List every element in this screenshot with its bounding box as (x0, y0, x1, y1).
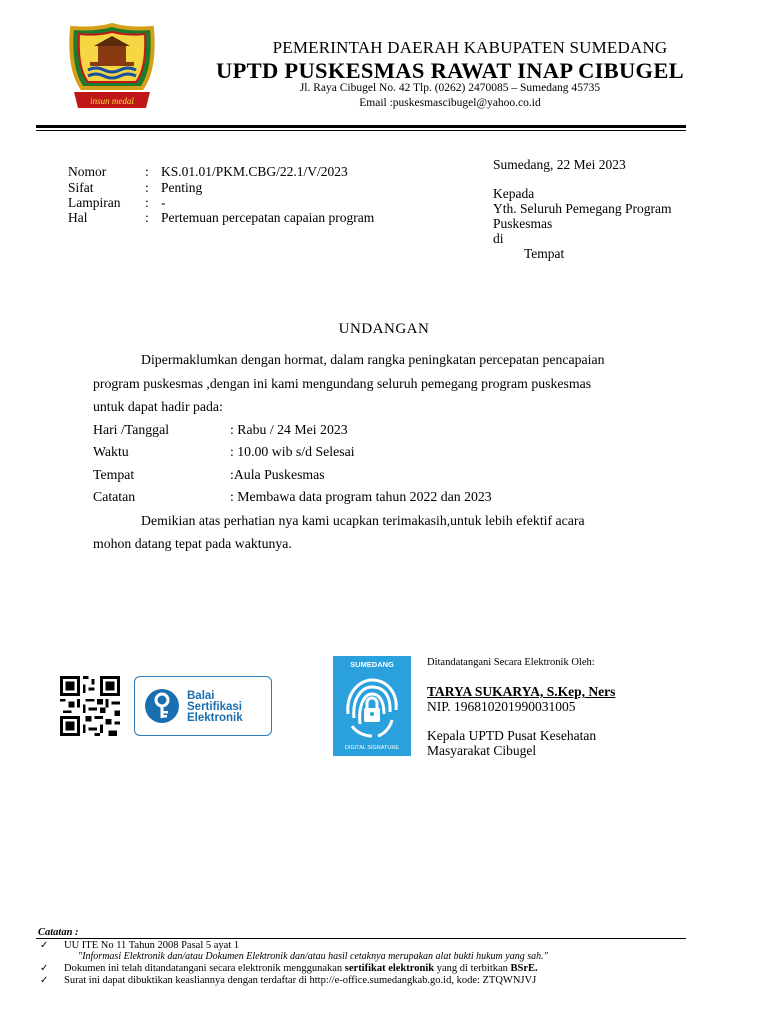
lampiran-label: Lampiran (68, 195, 121, 210)
recipient-di: di (493, 231, 504, 246)
header-institution: UPTD PUSKESMAS RAWAT INAP CIBUGEL (216, 58, 684, 83)
nomor-label: Nomor (68, 164, 107, 179)
footer-note: Dokumen ini telah ditandatangani secara elektronik menggunakan sertifikat elektronik yang di terbitkan BSrE. (64, 963, 538, 974)
closing-line: Demikian atas perhatian nya kami ucapkan terimakasih,untuk lebih efektif acara (141, 513, 585, 528)
digital-signature-badge (333, 656, 411, 756)
qr-code-icon (60, 676, 120, 736)
detail-label: Hari /Tanggal (93, 422, 170, 437)
signer-name: TARYA SUKARYA, S.Kep, Ners (427, 684, 616, 699)
footer-heading: Catatan : (38, 927, 79, 938)
colon: : (145, 210, 149, 225)
recipient-org: Puskesmas (493, 216, 553, 231)
body-para-line: Dipermaklumkan dengan hormat, dalam rangka peningkatan percepatan pencapaian (141, 352, 605, 367)
detail-value: : Rabu / 24 Mei 2023 (230, 422, 348, 437)
bsre-text: Sertifikasi (187, 701, 242, 713)
signer-nip: NIP. 196810201990031005 (427, 699, 576, 714)
fingerprint-lock-icon (342, 674, 402, 740)
detail-label: Waktu (93, 444, 129, 459)
header-email: Email :puskesmascibugel@yahoo.co.id (359, 97, 541, 109)
logo-motto: insun medal (90, 96, 134, 106)
header-rule-thin (36, 130, 686, 131)
colon: : (145, 164, 149, 179)
hal-value: Pertemuan percepatan capaian program (161, 210, 375, 225)
footer-note: Surat ini dapat dibuktikan keasliannya dengan terdaftar di http://e-office.sumedangkab.go.id, kode: ZTQWNJVJ (64, 975, 537, 986)
signer-position: Kepala UPTD Pusat Kesehatan (427, 728, 597, 743)
bsre-text: Balai (187, 690, 215, 702)
closing-line: mohon datang tepat pada waktunya. (93, 536, 292, 551)
recipient-kepada: Kepada (493, 186, 535, 201)
colon: : (145, 195, 149, 210)
bsre-text: Elektronik (187, 712, 243, 724)
sumedang-logo (66, 22, 158, 114)
detail-value: :Aula Puskesmas (230, 467, 325, 482)
detail-value: : Membawa data program tahun 2022 dan 2023 (230, 489, 492, 504)
hal-label: Hal (68, 210, 88, 225)
body-para-line: program puskesmas ,dengan ini kami mengundang seluruh pemegang program puskesmas (93, 376, 592, 391)
signed-by-label: Ditandatangani Secara Elektronik Oleh: (427, 657, 595, 668)
recipient-tempat: Tempat (524, 246, 565, 261)
ds-top-label: SUMEDANG (350, 660, 394, 669)
sifat-value: Penting (161, 180, 203, 195)
recipient-yth: Yth. Seluruh Pemegang Program (493, 201, 672, 216)
header-rule-thick (36, 125, 686, 128)
signer-position: Masyarakat Cibugel (427, 743, 537, 758)
footer-quote: "Informasi Elektronik dan/atau Dokumen Elektronik dan/atau hasil cetaknya merupakan alat bukti hukum yang sah." (78, 951, 548, 962)
sifat-label: Sifat (68, 180, 94, 195)
letter-date: Sumedang, 22 Mei 2023 (493, 157, 626, 172)
key-icon (143, 687, 181, 725)
header-address: Jl. Raya Cibugel No. 42 Tlp. (0262) 2470085 – Sumedang 45735 (299, 82, 601, 94)
check-icon: ✓ (40, 975, 49, 986)
footer-rule (36, 938, 686, 939)
check-icon: ✓ (40, 963, 49, 974)
colon: : (145, 180, 149, 195)
letter-title: UNDANGAN (338, 321, 430, 337)
header-government: PEMERINTAH DAERAH KABUPATEN SUMEDANG (272, 38, 668, 57)
check-icon: ✓ (40, 940, 49, 951)
ds-bottom-label: DIGITAL SIGNATURE (345, 745, 399, 751)
detail-label: Tempat (93, 467, 135, 482)
detail-label: Catatan (93, 489, 136, 504)
detail-value: : 10.00 wib s/d Selesai (230, 444, 355, 459)
body-para-line: untuk dapat hadir pada: (93, 399, 223, 414)
footer-note: UU ITE No 11 Tahun 2008 Pasal 5 ayat 1 (64, 940, 240, 951)
nomor-value: KS.01.01/PKM.CBG/22.1/V/2023 (161, 164, 348, 179)
lampiran-value: - (161, 195, 166, 210)
bsre-logo (134, 676, 272, 736)
